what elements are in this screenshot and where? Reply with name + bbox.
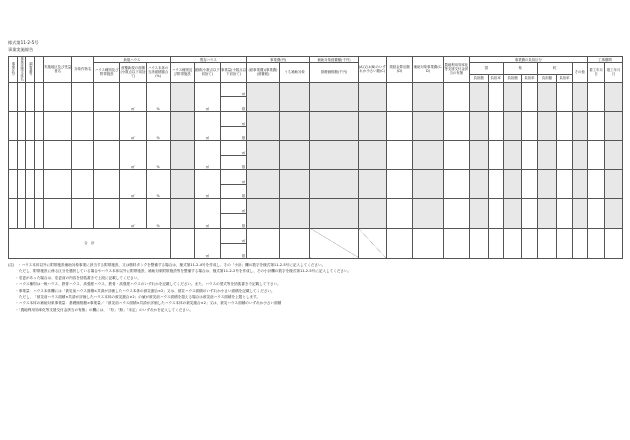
header-new-house-type: ハウス種別及び附帯施設 — [94, 63, 120, 83]
header-total-cost: (総事業費)(事業費)(消費税) — [247, 63, 280, 83]
form-number: 様式第11-2-5号 — [8, 40, 39, 45]
row-cell[interactable] — [26, 170, 35, 199]
notes-section — [8, 262, 623, 313]
row-cell[interactable] — [43, 82, 71, 111]
header-area: 実施地区及び受益者名 — [43, 57, 71, 83]
row-cell[interactable] — [572, 170, 587, 199]
row-new-house-ratio[interactable]: % — [146, 141, 170, 170]
header-existing-area: 面積(小数点以下切捨て) — [194, 63, 220, 83]
row-cell[interactable] — [587, 141, 604, 170]
table-row — [9, 111, 623, 140]
total-diag — [310, 228, 358, 258]
row-total-cost[interactable] — [247, 170, 280, 199]
row-cell[interactable] — [72, 141, 94, 170]
row-existing-type[interactable] — [170, 199, 194, 228]
row-cell[interactable] — [386, 141, 412, 170]
total-area: ㎡ — [194, 228, 220, 258]
row-existing-volume[interactable]: ㎡ 基 — [220, 111, 246, 140]
header-schedule: 工事期間 — [587, 57, 622, 63]
row-cell[interactable] — [587, 199, 604, 228]
row-total-cost[interactable] — [247, 199, 280, 228]
row-cell[interactable] — [557, 111, 572, 140]
row-cell[interactable] — [443, 199, 469, 228]
total-cost — [247, 228, 280, 258]
header-pref-rate: 負担率 — [522, 74, 537, 82]
row-cell[interactable] — [587, 170, 604, 199]
row-cell[interactable] — [35, 199, 44, 228]
row-existing-type[interactable] — [170, 82, 194, 111]
note-line: ・ハウス本体の補助対象事業量：基礎価格額×事業量／「被災前ハウス面積×共済が評価したハウス本体の被災割合×2」又は、被災ハウス面積のいずれか小さい面積 — [8, 301, 282, 306]
row-cell[interactable] — [9, 111, 18, 140]
row-existing-volume[interactable]: ㎡ 基 — [220, 82, 246, 111]
note-line: ・「農地利用効率化等支援交付金該当の有無」の欄には、「有」「無」「未定」のいずれかを記入してください。 — [8, 307, 194, 312]
row-cell[interactable] — [537, 111, 557, 140]
header-existing-house: 既存ハウス — [170, 57, 246, 63]
row-new-house-area[interactable]: ㎡ — [120, 111, 146, 140]
header-existing-volume: 事業量(小数点以下切捨て) — [220, 63, 246, 83]
row-cell[interactable] — [358, 199, 386, 228]
header-new-house-area: 被覆新規の面積(小数点以下切捨て) — [120, 63, 146, 83]
total-cell — [537, 228, 557, 258]
row-cell[interactable] — [9, 199, 18, 228]
table-row — [9, 170, 623, 199]
header-town-amount: 負担額 — [537, 74, 557, 82]
row-cell[interactable] — [469, 82, 488, 111]
row-new-house-ratio[interactable]: % — [146, 170, 170, 199]
header-lower-amount: (A)又は(B)のいずれか小さい額(C) — [358, 57, 386, 83]
header-survey-number: 調査番号 — [26, 57, 35, 83]
total-label: 合 計 — [9, 228, 171, 258]
header-national-amount: 負担額 — [469, 74, 488, 82]
header-blank — [35, 57, 44, 83]
row-existing-volume[interactable]: ㎡ 基 — [220, 141, 246, 170]
note-line: ・事業量：ハウス本体欄には「被災前ハウス面積×共済が評価したハウス本体の被災割合×2」又は、被災ハウス面積のいずれか小さい面積を記載してください。 — [8, 288, 275, 293]
row-base-price[interactable] — [310, 141, 358, 170]
row-new-house-type[interactable] — [94, 170, 120, 199]
row-existing-type[interactable] — [170, 170, 194, 199]
row-cell[interactable] — [557, 199, 572, 228]
row-new-house-area[interactable]: ㎡ — [120, 82, 146, 111]
row-cell[interactable] — [469, 199, 488, 228]
header-other: その他 — [572, 63, 587, 83]
total-subsidy — [279, 228, 310, 258]
row-cell[interactable] — [537, 199, 557, 228]
row-total-cost[interactable] — [247, 141, 280, 170]
row-cell[interactable] — [43, 141, 71, 170]
row-cell[interactable] — [413, 82, 444, 111]
header-subsidy-rate: 補助対象事業費(C-D) — [413, 57, 444, 83]
row-cell[interactable] — [26, 141, 35, 170]
header-crop: 対象作物名 — [72, 57, 94, 83]
row-total-cost[interactable] — [247, 82, 280, 111]
row-cell[interactable] — [386, 82, 412, 111]
row-cell[interactable] — [572, 82, 587, 111]
row-cell[interactable] — [605, 199, 623, 228]
row-cell[interactable] — [557, 170, 572, 199]
total-cell — [386, 228, 412, 258]
row-existing-area[interactable]: ㎡ — [194, 199, 220, 228]
row-cell[interactable] — [503, 199, 522, 228]
row-cell[interactable] — [557, 141, 572, 170]
row-cell[interactable] — [522, 199, 537, 228]
header-implementer: 事業実施主体名 — [17, 57, 26, 83]
row-cell[interactable] — [72, 111, 94, 140]
row-base-price[interactable] — [310, 199, 358, 228]
row-new-house-type[interactable] — [94, 141, 120, 170]
total-cell — [503, 228, 522, 258]
row-cell[interactable] — [17, 141, 26, 170]
row-cell[interactable] — [358, 111, 386, 140]
row-cell[interactable] — [26, 199, 35, 228]
row-total-cost[interactable] — [247, 111, 280, 140]
header-incentive: 奨励金算出額(D) — [386, 57, 412, 83]
row-new-house-ratio[interactable]: % — [146, 82, 170, 111]
row-cell[interactable] — [35, 82, 44, 111]
table-row — [9, 82, 623, 111]
total-cell — [522, 228, 537, 258]
row-cell[interactable] — [9, 141, 18, 170]
row-cell[interactable] — [572, 111, 587, 140]
header-town: 町 — [537, 63, 572, 75]
row-new-house-area[interactable]: ㎡ — [120, 170, 146, 199]
total-cell — [587, 228, 604, 258]
row-existing-area[interactable]: ㎡ — [194, 111, 220, 140]
row-cell[interactable] — [522, 82, 537, 111]
total-row — [9, 228, 623, 258]
row-cell[interactable] — [503, 170, 522, 199]
header-existing-type: ハウス種別及び附帯施設 — [170, 63, 194, 83]
row-cell[interactable] — [469, 141, 488, 170]
row-cell[interactable] — [386, 170, 412, 199]
row-subsidy-target[interactable] — [279, 141, 310, 170]
row-existing-area[interactable]: ㎡ — [194, 82, 220, 111]
row-cell[interactable] — [43, 199, 71, 228]
row-cell[interactable] — [537, 82, 557, 111]
row-cell[interactable] — [17, 170, 26, 199]
header-base-price: 基礎価格額(千円) — [310, 63, 358, 83]
header-town-rate: 負担率 — [557, 74, 572, 82]
row-subsidy-target[interactable] — [279, 170, 310, 199]
row-existing-area[interactable]: ㎡ — [194, 170, 220, 199]
row-cell[interactable] — [358, 170, 386, 199]
table-row — [9, 141, 623, 170]
total-cell — [469, 228, 488, 258]
total-volume: ㎡ 基 — [220, 228, 246, 258]
row-existing-volume[interactable]: ㎡ 基 — [220, 199, 246, 228]
row-cell[interactable] — [35, 170, 44, 199]
note-line: ただし、附帯施設に係る区分を選択している場合やハウス本体以外に附帯施設、補助対象附帯施設等を整備する場合は、様式第11-2-2号を作成し、その小計欄の数字を様式第11-2-5号に記入してください。 — [8, 269, 352, 274]
row-existing-type[interactable] — [170, 141, 194, 170]
row-cell[interactable] — [358, 82, 386, 111]
row-new-house-type[interactable] — [94, 199, 120, 228]
row-cell[interactable] — [72, 199, 94, 228]
row-cell[interactable] — [488, 111, 503, 140]
row-cell[interactable] — [537, 141, 557, 170]
row-new-house-ratio[interactable]: % — [146, 111, 170, 140]
row-cell[interactable] — [9, 82, 18, 111]
row-existing-volume[interactable]: ㎡ 基 — [220, 170, 246, 199]
row-cell[interactable] — [537, 170, 557, 199]
row-cell[interactable] — [413, 170, 444, 199]
row-cell[interactable] — [488, 141, 503, 170]
row-cell[interactable] — [557, 82, 572, 111]
row-cell[interactable] — [605, 111, 623, 140]
row-cell[interactable] — [522, 111, 537, 140]
row-new-house-type[interactable] — [94, 82, 120, 111]
row-cell[interactable] — [488, 170, 503, 199]
row-cell[interactable] — [587, 82, 604, 111]
header-end-date: 竣工年月日 — [605, 63, 623, 83]
note-line: (注) ・ハウス本体以外に附帯施設補助対象事業に該当する附帯施設、又は燃料タンクを整備する場合は、様式第11-2-4号を作成し、その「小計」欄の数字を様式第11-2-5号に記入してください。 — [8, 263, 326, 267]
row-cell[interactable] — [469, 111, 488, 140]
row-cell[interactable] — [413, 141, 444, 170]
row-cell[interactable] — [503, 111, 522, 140]
row-cell[interactable] — [386, 111, 412, 140]
row-cell[interactable] — [413, 111, 444, 140]
row-new-house-type[interactable] — [94, 111, 120, 140]
row-cell[interactable] — [35, 111, 44, 140]
row-cell[interactable] — [358, 141, 386, 170]
header-national-rate: 負担率 — [488, 74, 503, 82]
row-cell[interactable] — [443, 141, 469, 170]
header-new-house: 新規ハウス — [94, 57, 170, 63]
row-cell[interactable] — [17, 82, 26, 111]
row-new-house-area[interactable]: ㎡ — [120, 141, 146, 170]
report-table — [8, 56, 623, 259]
header-pref-amount: 負担額 — [503, 74, 522, 82]
total-cell — [488, 228, 503, 258]
row-cell[interactable] — [72, 82, 94, 111]
row-cell[interactable] — [605, 170, 623, 199]
header-prefecture: 県 — [503, 63, 537, 75]
header-agri-tax: 農地利用効率化等支援交付金該当の有無 — [443, 57, 469, 83]
table-row — [9, 199, 623, 228]
row-cell[interactable] — [443, 111, 469, 140]
row-cell[interactable] — [469, 170, 488, 199]
row-base-price[interactable] — [310, 111, 358, 140]
row-cell[interactable] — [72, 170, 94, 199]
row-subsidy-target[interactable] — [279, 82, 310, 111]
row-cell[interactable] — [386, 199, 412, 228]
form-title: 事業実施報告 — [8, 47, 34, 52]
row-cell[interactable] — [587, 111, 604, 140]
row-existing-area[interactable]: ㎡ — [194, 141, 220, 170]
row-cell[interactable] — [17, 199, 26, 228]
row-cell[interactable] — [488, 82, 503, 111]
row-cell[interactable] — [413, 199, 444, 228]
total-cell — [170, 228, 194, 258]
row-cell[interactable] — [503, 141, 522, 170]
row-base-price[interactable] — [310, 170, 358, 199]
total-cell — [413, 228, 444, 258]
total-cell — [557, 228, 572, 258]
header-start-date: 着工年月日 — [587, 63, 604, 83]
total-diag — [358, 228, 386, 258]
row-cell[interactable] — [503, 82, 522, 111]
header-subsidy-target: うち補助対象 — [279, 63, 310, 83]
row-cell[interactable] — [43, 111, 71, 140]
row-subsidy-target[interactable] — [279, 111, 310, 140]
row-cell[interactable] — [9, 170, 18, 199]
note-line: ただし、「被災前ハウス面積×共済が評価したハウス本体の被災割合×2」の値が被災前ハウス面積を超える場合は被災前ハウス面積を上限とします。 — [8, 295, 260, 300]
row-new-house-area[interactable]: ㎡ — [120, 199, 146, 228]
row-cell[interactable] — [572, 141, 587, 170]
row-cell[interactable] — [605, 82, 623, 111]
header-project-cost: 事業費(円) — [247, 57, 310, 63]
header-project-category: 事業区分 — [9, 57, 18, 83]
note-line: ・変更があった場合は、変更前の内容を括弧書きで上段に記載してください。 — [8, 275, 141, 280]
note-line: ・ハウス種別は一般ハウス、鉄骨ハウス、高強度ハウス、鉄骨・高強度ハウスのいずれかを記載してください。また、ハウスの型式等を括弧書きで記載して下さい。 — [8, 282, 281, 287]
total-cell — [572, 228, 587, 258]
row-cell[interactable] — [35, 141, 44, 170]
row-base-price[interactable] — [310, 82, 358, 111]
row-new-house-ratio[interactable]: % — [146, 199, 170, 228]
total-cell — [605, 228, 623, 258]
header-subsidy: 補助対象経費額(千円) — [310, 57, 358, 63]
row-cell[interactable] — [605, 141, 623, 170]
row-cell[interactable] — [26, 82, 35, 111]
row-cell[interactable] — [443, 170, 469, 199]
row-subsidy-target[interactable] — [279, 199, 310, 228]
header-cost-breakdown: 事業費の負担区分 — [469, 57, 587, 63]
row-cell[interactable] — [17, 111, 26, 140]
total-cell — [443, 228, 469, 258]
row-existing-type[interactable] — [170, 111, 194, 140]
row-cell[interactable] — [488, 199, 503, 228]
row-cell[interactable] — [522, 141, 537, 170]
row-cell[interactable] — [443, 82, 469, 111]
row-cell[interactable] — [522, 170, 537, 199]
header-new-house-ratio: ハウス本体の当該面積割合(%) — [146, 63, 170, 83]
row-cell[interactable] — [572, 199, 587, 228]
row-cell[interactable] — [43, 170, 71, 199]
row-cell[interactable] — [26, 111, 35, 140]
header-national: 国 — [469, 63, 503, 75]
